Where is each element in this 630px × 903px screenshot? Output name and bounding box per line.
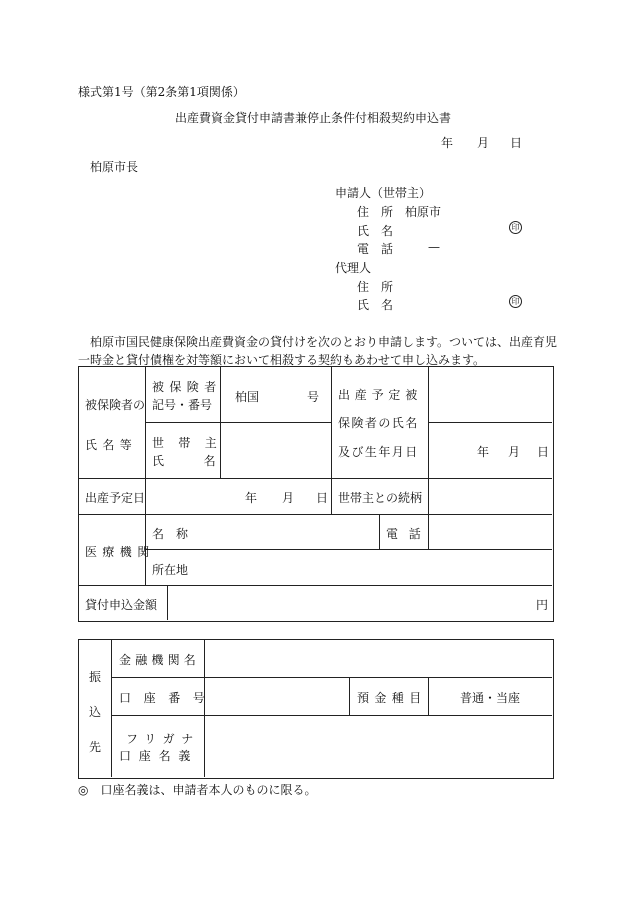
insured-label-2: 氏名等 [85,438,138,452]
medical-label: 医療機関 [85,545,155,559]
deposit-type-label: 預金種目 [357,691,427,705]
transfer-char-3: 先 [89,740,102,754]
householder-label-1: 世帯主 [152,436,232,450]
birth-month: 月 [508,445,521,459]
agent-seal-icon: 印 [509,295,522,308]
amount-label: 貸付申込金額 [85,598,158,612]
expected-label-3: 及び生年月日 [338,445,419,459]
insured-label-1: 被保険者の [85,398,146,412]
body-text-line2: 一時金と貸付債権を対等額において相殺する契約もあわせて申し込みます。 [78,353,486,367]
card-prefix: 柏国 [235,390,260,404]
applicant-heading: 申請人（世帯主） [335,186,432,200]
addressee: 柏原市長 [90,160,139,174]
furigana-label: フリガナ [126,732,200,746]
account-name-label: 口座名義 [119,749,199,763]
applicant-address-label: 住 所 [357,205,394,219]
body-text-line1: 柏原市国民健康保険出産費資金の貸付けを次のとおり申請します。ついては、出産育児 [90,335,558,349]
account-no-label: 口座番号 [119,691,218,705]
form-number: 様式第1号（第2条第1項関係） [78,85,245,99]
due-month: 月 [282,491,295,505]
applicant-phone-label: 電 話 [357,242,394,256]
agent-name-label: 氏 名 [357,298,394,312]
amount-unit: 円 [536,598,549,612]
due-year: 年 [245,491,258,505]
date-year: 年 [441,136,454,150]
relation-label: 世帯主との続柄 [338,491,423,505]
date-month: 月 [477,136,490,150]
applicant-phone-dash: — [428,240,440,254]
agent-address-label: 住 所 [357,280,394,294]
applicant-seal-icon: 印 [509,221,522,234]
account-name-note: ◎ 口座名義は、申請者本人のものに限る。 [78,783,317,797]
transfer-char-2: 込 [89,705,102,719]
form-title: 出産費資金貸付申請書兼停止条件付相殺契約申込書 [175,111,452,125]
due-day: 日 [316,491,329,505]
householder-label-2: 氏名 [152,454,256,468]
transfer-char-1: 振 [89,670,102,684]
agent-heading: 代理人 [335,261,372,275]
medical-address-label: 所在地 [152,563,189,577]
due-date-label: 出産予定日 [85,491,146,505]
date-day: 日 [510,136,523,150]
applicant-address-value[interactable]: 柏原市 [405,205,442,219]
medical-name-label: 名 称 [152,527,189,541]
bank-label: 金融機関名 [119,653,201,667]
deposit-type-value[interactable]: 普通・当座 [460,691,521,705]
birth-year: 年 [477,445,490,459]
birth-day: 日 [537,445,550,459]
applicant-name-label: 氏 名 [357,224,394,238]
card-label-2: 記号・番号 [152,398,213,412]
expected-label-2: 保険者の氏名 [338,416,419,430]
card-suffix: 号 [307,390,320,404]
card-label-1: 被保険者 [152,380,222,394]
medical-phone-label: 電話 [386,527,432,541]
expected-label-1: 出産予定被 [338,388,423,402]
